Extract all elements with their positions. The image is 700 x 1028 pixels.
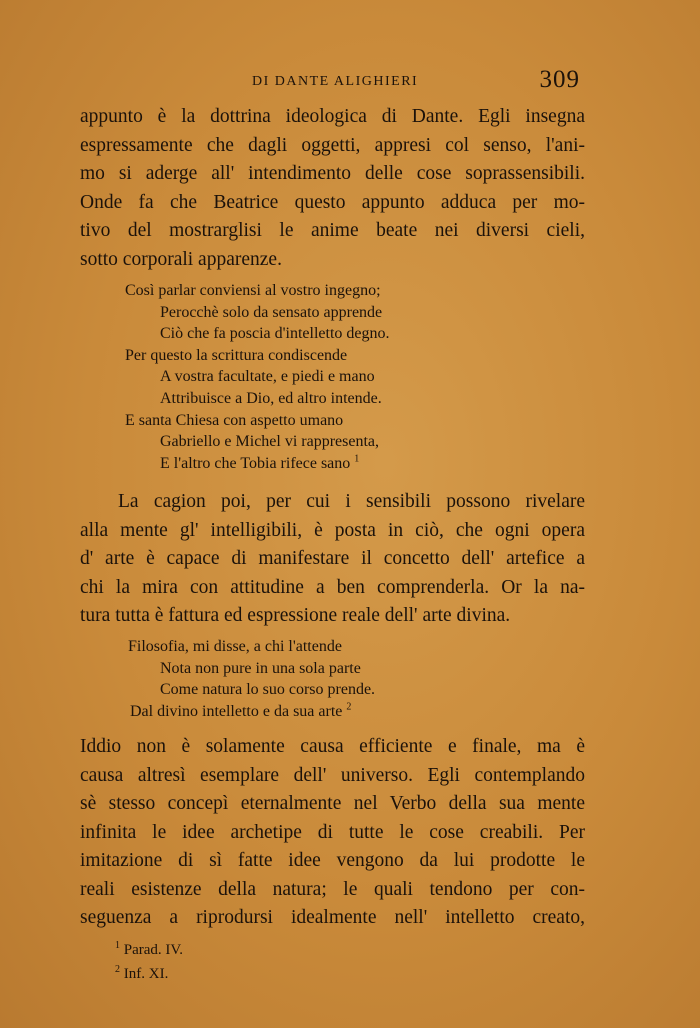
verse-line: Perocchè solo da sensato apprende — [160, 303, 383, 321]
verse-line-with-note — [125, 701, 485, 723]
text-line: appunto è la dottrina ideologica di Dante. Egli insegna — [80, 106, 585, 127]
verse-line: Come natura lo suo corso prende. — [160, 681, 376, 699]
verse-line: E l'altro che Tobia rifece sano — [160, 454, 351, 472]
footnote — [115, 962, 415, 986]
text-line: sè stesso concepì eternalmente nel Verbo della sua mente — [80, 793, 585, 814]
footnote-marker: 1 — [115, 940, 120, 951]
paragraph-1 — [80, 103, 585, 274]
text-line: La cagion poi, per cui i sensibili possono rivelare — [118, 491, 585, 512]
text-line: chi la mira con attitudine a ben comprenderla. Or la na- — [80, 576, 585, 598]
verse-line: Per questo la scrittura condiscende — [125, 346, 348, 364]
footnote-marker: 1 — [354, 453, 360, 465]
footnotes — [115, 938, 415, 986]
verse-line: A vostra facultate, e piedi e mano — [160, 368, 375, 386]
text-line: mo si aderge all' intendimento delle cose soprassensibili. — [80, 163, 585, 184]
footnote-marker: 2 — [346, 701, 352, 713]
verse-quotation-2 — [125, 636, 485, 722]
verse-line: Nota non pure in una sola parte — [160, 659, 361, 677]
running-title: DI DANTE ALIGHIERI — [252, 74, 419, 89]
text-line: seguenza a riprodursi idealmente nell' intelletto creato, — [80, 907, 585, 928]
verse-line-with-note — [125, 453, 485, 475]
verse-line: Dal divino intelletto e da sua arte — [130, 702, 343, 720]
paragraph-2 — [80, 488, 585, 631]
verse-line: E santa Chiesa con aspetto umano — [125, 411, 344, 429]
footnote-marker: 2 — [115, 964, 120, 975]
text-line: espressamente che dagli oggetti, appresi col senso, l'ani- — [80, 134, 585, 156]
footnote — [115, 938, 415, 962]
text-line: sotto corporali apparenze. — [80, 248, 282, 270]
text-line: d' arte è capace di manifestare il concetto dell' artefice a — [80, 548, 585, 569]
verse-line: Così parlar conviensi al vostro ingegno; — [125, 282, 381, 299]
page-number: 309 — [539, 66, 580, 93]
verse-line: Filosofia, mi disse, a chi l'attende — [128, 638, 342, 655]
text-line: Iddio non è solamente causa efficiente e finale, ma è — [80, 736, 585, 757]
text-line: causa altresì esemplare dell' universo. Egli contemplando — [80, 764, 585, 786]
footnote-text: Parad. IV. — [123, 942, 184, 958]
verse-line: Gabriello e Michel vi rappresenta, — [160, 433, 380, 451]
text-line: Onde fa che Beatrice questo appunto adduca per mo- — [80, 191, 585, 213]
verse-line: Attribuisce a Dio, ed altro intende. — [160, 389, 382, 407]
footnote-text: Inf. XI. — [123, 966, 169, 982]
text-line: tura tutta è fattura ed espressione reale dell' arte divina. — [80, 605, 511, 626]
paragraph-3 — [80, 733, 585, 933]
text-line: alla mente gl' intelligibili, è posta in ciò, che ogni opera — [80, 519, 585, 541]
text-line: infinita le idee archetipe di tutte le cose creabili. Per — [80, 821, 585, 843]
verse-line: Ciò che fa poscia d'intelletto degno. — [160, 325, 390, 343]
text-line: imitazione di sì fatte idee vengono da lui prodotte le — [80, 850, 585, 871]
page-header — [80, 66, 580, 96]
text-line: tivo del mostrarglisi le anime beate nei diversi cieli, — [80, 220, 585, 241]
text-line: reali esistenze della natura; le quali tendono per con- — [80, 878, 585, 900]
verse-quotation-1 — [125, 280, 485, 474]
